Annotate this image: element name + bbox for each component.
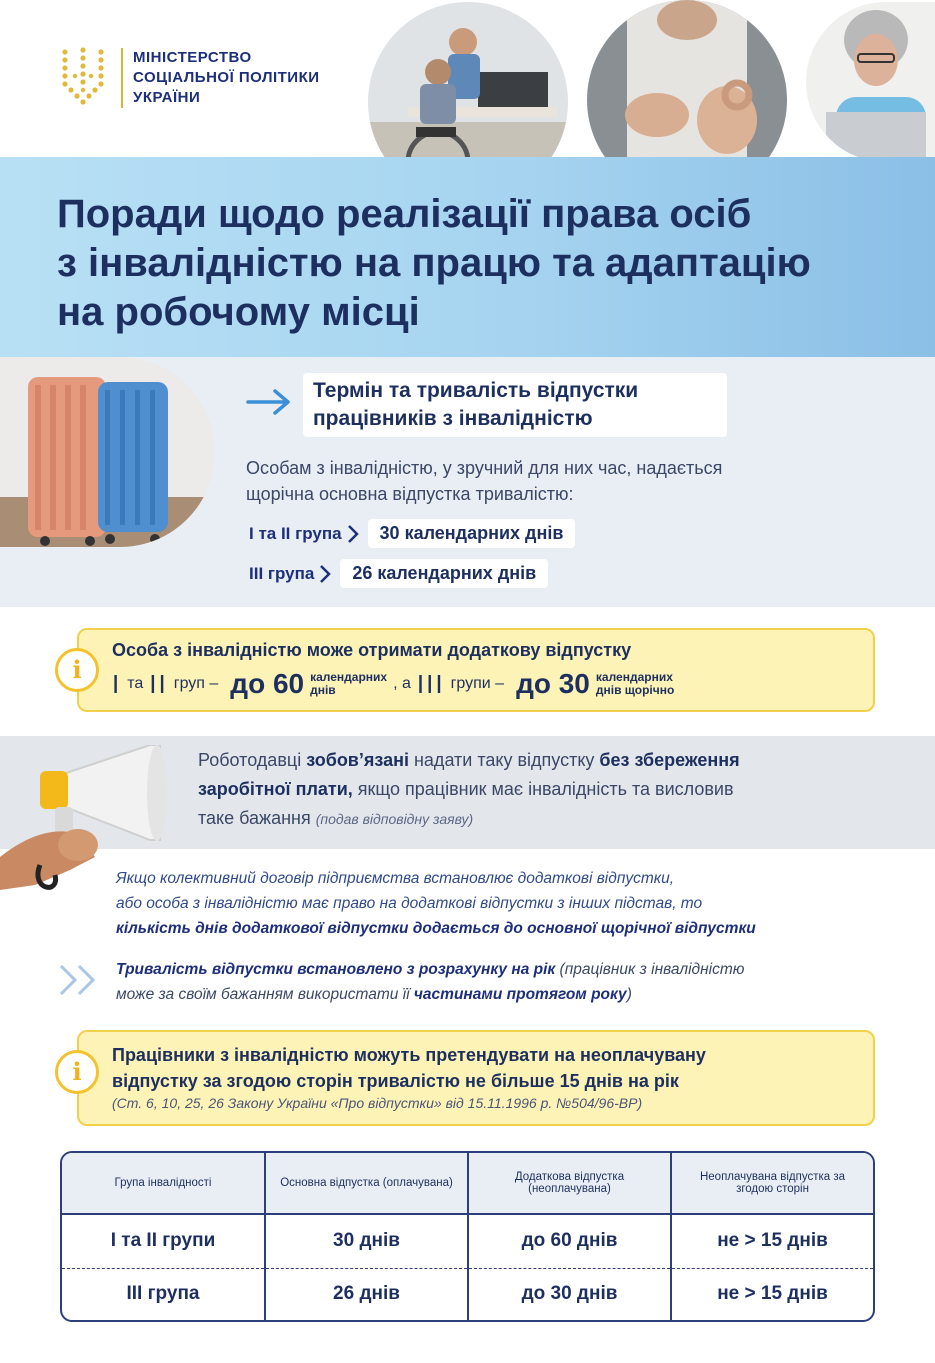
leave-summary-table — [60, 1151, 875, 1322]
table-cell: до 30 днів — [468, 1268, 671, 1320]
unpaid-line-2: відпустку за згодою сторін тривалістю не більше 15 днів на рік — [112, 1071, 679, 1091]
table-cell: I та II групи — [62, 1214, 265, 1268]
group-12-value: 30 календарних днів — [368, 519, 576, 548]
roman-1: I — [112, 668, 122, 699]
photo-elderly-woman-phone — [806, 2, 935, 162]
employer-b1: зобов’язані — [306, 750, 409, 770]
additional-leave-line-1: Особа з інвалідністю може отримати додаткову відпустку — [112, 640, 632, 660]
group-12-row — [249, 519, 575, 548]
group-3-label: III група — [249, 563, 315, 583]
cal-days-b — [596, 671, 674, 697]
group-3-value: 26 календарних днів — [340, 559, 548, 588]
double-chevron-icon — [57, 962, 103, 998]
employer-text — [198, 746, 888, 834]
vacation-heading-line-2: працівників з інвалідністю — [313, 407, 593, 430]
title-line-2: з інвалідністю на працю та адаптацію — [57, 241, 811, 285]
cal-days-a — [310, 671, 387, 697]
photo-suitcases — [0, 357, 215, 547]
unpaid-line-1: Працівники з інвалідністю можуть претендувати на неоплачувану — [112, 1045, 706, 1065]
law-reference: (Ст. 6, 10, 25, 26 Закону України «Про відпустки» від 15.11.1996 р. №504/96-ВР) — [112, 1095, 643, 1111]
duration-p3: ) — [626, 986, 632, 1003]
ministry-line-2: СОЦІАЛЬНОЇ ПОЛІТИКИ — [133, 69, 320, 86]
ministry-line-1: МІНІСТЕРСТВО — [133, 49, 252, 66]
vacation-lead — [246, 455, 886, 507]
collective-agreement-text — [116, 866, 906, 941]
groups-text-2: групи – — [450, 675, 505, 692]
up-to-30: до 30 — [516, 668, 590, 699]
table-header: Основна відпустка (оплачувана) — [265, 1153, 468, 1214]
employer-b2: без збереження — [599, 750, 740, 770]
table-row — [62, 1268, 873, 1320]
table-cell: III група — [62, 1268, 265, 1320]
ministry-name — [133, 48, 320, 108]
info-icon: i — [55, 648, 99, 692]
ministry-line-3: УКРАЇНИ — [133, 89, 201, 106]
title-line-3: на робочому місці — [57, 290, 420, 334]
table-header: Додаткова відпустка (неоплачувана) — [468, 1153, 671, 1214]
table-cell: 26 днів — [265, 1268, 468, 1320]
duration-b1: Тривалість відпустки встановлено з розрахунку на рік — [116, 961, 556, 978]
table-header: Група інвалідності — [62, 1153, 265, 1214]
employer-p4: таке бажання — [198, 808, 316, 828]
additional-leave-line-2 — [112, 668, 674, 700]
chevron-right-icon — [346, 524, 360, 544]
collective-line-1: Якщо колективний договір підприємства встановлює додаткові відпустки, — [116, 870, 674, 887]
cal-a: календарних — [310, 670, 388, 684]
vacation-heading-line-1: Термін та тривалість відпустки — [313, 379, 639, 402]
duration-p2: може за своїм бажанням використати її — [116, 986, 414, 1003]
arrow-right-icon — [246, 389, 292, 415]
logo-divider — [121, 48, 123, 108]
duration-text — [116, 957, 906, 1007]
groups-text: груп – — [173, 675, 219, 692]
trident-emblem-icon — [57, 46, 109, 110]
and-text: та — [127, 675, 144, 692]
employer-p3: якщо працівник має інвалідність та висловив — [352, 779, 734, 799]
title-line-1: Поради щодо реалізації права осіб — [57, 192, 752, 236]
employer-p1: Роботодавці — [198, 750, 307, 770]
collective-line-3: кількість днів додаткової відпустки додається до основної щорічної відпустки — [116, 920, 756, 937]
days-b: днів щорічно — [595, 683, 675, 697]
chevron-right-icon — [318, 564, 332, 584]
cal-b: календарних — [595, 670, 673, 684]
duration-b2: частинами протягом року — [413, 986, 627, 1003]
duration-p1: (працівник з інвалідністю — [555, 961, 745, 978]
roman-2: II — [149, 668, 168, 699]
collective-line-2: або особа з інвалідністю має право на додаткові відпустки з інших підстав, то — [116, 895, 703, 912]
employer-b3: заробітної плати, — [198, 779, 353, 799]
table-cell: 30 днів — [265, 1214, 468, 1268]
comma-text: , а — [393, 675, 411, 692]
roman-3: III — [416, 668, 445, 699]
group-3-row — [249, 559, 548, 588]
ministry-logo — [57, 46, 320, 110]
vacation-heading — [303, 373, 727, 437]
table-cell: не > 15 днів — [671, 1214, 873, 1268]
table-row — [62, 1214, 873, 1268]
unpaid-leave-text — [112, 1042, 852, 1094]
days-a: днів — [310, 683, 336, 697]
up-to-60: до 60 — [230, 668, 305, 699]
table-cell: до 60 днів — [468, 1214, 671, 1268]
employer-note: (подав відповідну заяву) — [315, 811, 474, 827]
info-icon: i — [55, 1050, 99, 1094]
table-cell: не > 15 днів — [717, 1283, 828, 1305]
table-header: Неоплачувана відпустка за згодою сторін — [671, 1153, 873, 1214]
page-title — [57, 190, 917, 337]
employer-p2: надати таку відпустку — [408, 750, 600, 770]
group-12-label: I та II група — [249, 523, 342, 543]
vacation-lead-line-1: Особам з інвалідністю, у зручний для них час, надається — [246, 458, 723, 478]
vacation-lead-line-2: щорічна основна відпустка тривалістю: — [246, 484, 574, 504]
